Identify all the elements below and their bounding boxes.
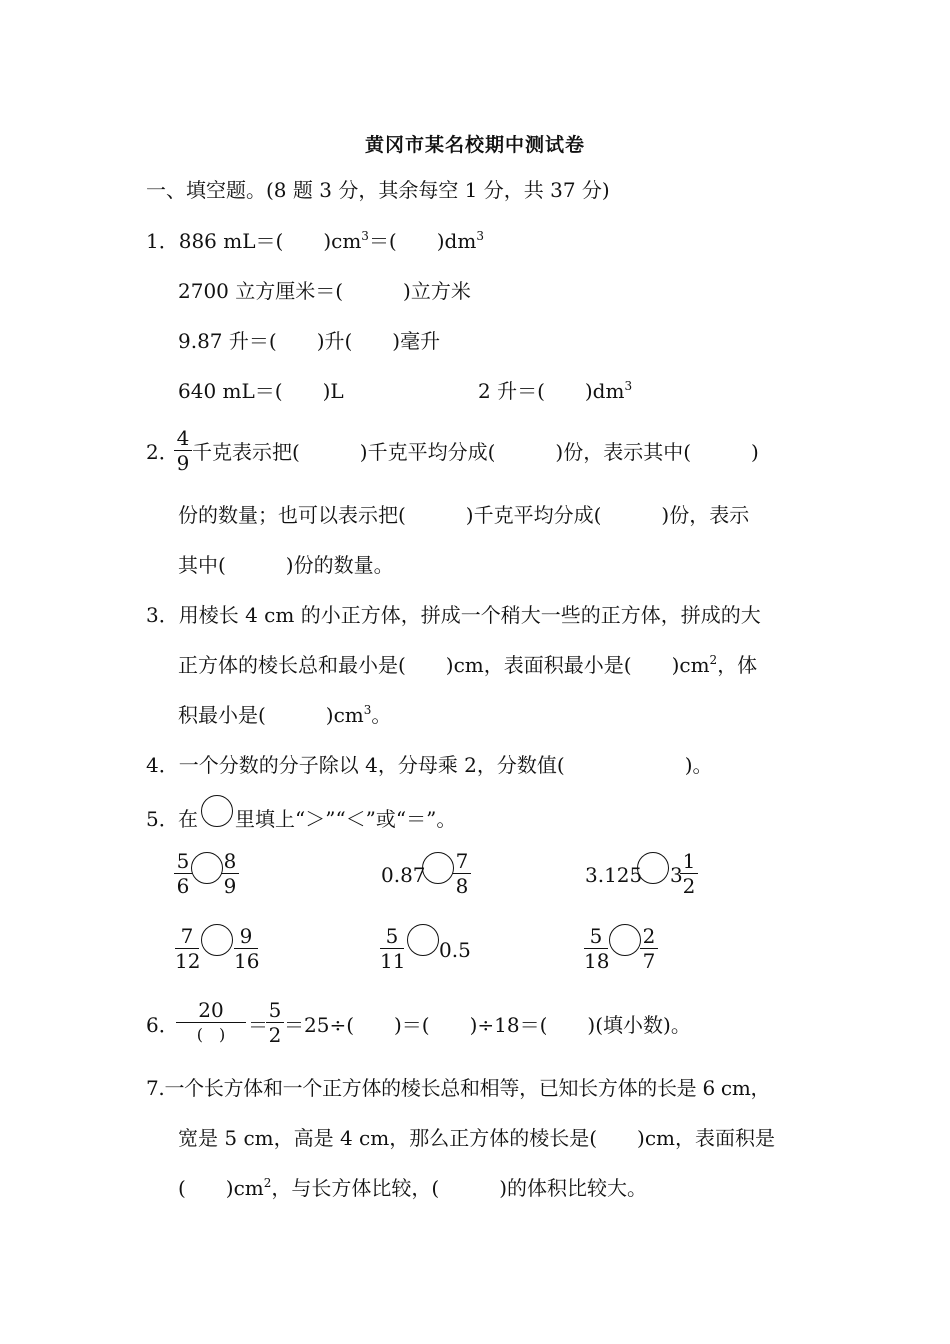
mixed-number-whole: 3 (670, 863, 683, 887)
q1-line3: 9.87 升＝( )升( )毫升 (178, 329, 441, 353)
q6-fraction-20-blank: 20 ( ) (176, 999, 246, 1046)
equals-sign: ＝ (248, 1013, 268, 1037)
answer-circle[interactable] (609, 924, 641, 956)
q6-fraction-5-2: 5 2 (266, 999, 284, 1046)
fraction-5-6: 5 6 (174, 850, 192, 897)
fraction-5-11: 5 11 (380, 924, 406, 973)
question-4: 4．一个分数的分子除以 4，分母乘 2，分数值( )。 (146, 753, 713, 777)
q2-line3: 其中( )份的数量。 (178, 553, 394, 577)
answer-circle[interactable] (637, 852, 669, 884)
q2-fraction: 4 9 (174, 427, 192, 474)
fraction-2-7: 2 7 (640, 925, 658, 972)
answer-circle[interactable] (407, 924, 439, 956)
question-7: 7.一个长方体和一个正方体的棱长总和相等，已知长方体的长是 6 cm， (146, 1076, 771, 1100)
answer-circle[interactable] (201, 795, 233, 827)
page-title: 黄冈市某名校期中测试卷 (364, 134, 585, 156)
q1-line2: 2700 立方厘米＝( )立方米 (178, 279, 471, 303)
question-3: 3．用棱长 4 cm 的小正方体，拼成一个稍大一些的正方体，拼成的大 (146, 603, 761, 627)
number-3-125: 3.125 (585, 863, 643, 887)
fraction-7-8: 7 8 (453, 850, 471, 897)
answer-circle[interactable] (191, 852, 223, 884)
question-6-number: 6． (146, 1013, 179, 1037)
q2-line1: 千克表示把( )千克平均分成( )份，表示其中( ) (192, 440, 759, 464)
q1-line4b: 2 升＝( )$dm^3$ (478, 379, 633, 403)
q2-line2: 份的数量；也可以表示把( )千克平均分成( )份，表示 (178, 503, 750, 527)
q1-line4a: 640 mL＝( )L (178, 379, 344, 403)
question-number: 1． (146, 229, 179, 253)
fraction-7-12: 7 12 (175, 924, 201, 973)
q3-line3: 积最小是( )$cm^3$。 (178, 703, 392, 727)
number-0-5: 0.5 (439, 938, 471, 962)
question-1: 1．886 mL＝( )$cm^3=$( )$dm^3$ (146, 229, 484, 253)
question-2-number: 2． (146, 440, 179, 464)
fraction-1-2: 1 2 (680, 850, 698, 897)
answer-circle[interactable] (422, 852, 454, 884)
q7-line2: 宽是 5 cm，高是 4 cm，那么正方体的棱长是( )cm，表面积是 (178, 1126, 775, 1150)
q7-line3: ( )$cm^2$，与长方体比较，( )的体积比较大。 (178, 1176, 648, 1200)
fraction-8-9: 8 9 (221, 850, 239, 897)
q6-rest: ＝25÷( )＝( )÷18＝( )(填小数)。 (284, 1013, 691, 1037)
q3-line2: 正方体的棱长总和最小是( )cm，表面积最小是( )$cm^2$，体 (178, 653, 758, 677)
fraction-9-16: 9 16 (234, 924, 260, 973)
number-0-87: 0.87 (381, 863, 426, 887)
answer-circle[interactable] (201, 924, 233, 956)
q5-instruction: 里填上“＞”“＜”或“＝”。 (235, 807, 457, 831)
q1-line1-part2: ＝( )dm (368, 229, 477, 253)
q1-line1-part1: 886 mL＝( )cm (178, 229, 362, 253)
q5-pre: 在 (178, 807, 198, 831)
fraction-5-18: 5 18 (584, 924, 610, 973)
section-heading: 一、填空题。(8 题 3 分，其余每空 1 分，共 37 分) (146, 178, 610, 202)
question-5-number: 5． (146, 807, 179, 831)
